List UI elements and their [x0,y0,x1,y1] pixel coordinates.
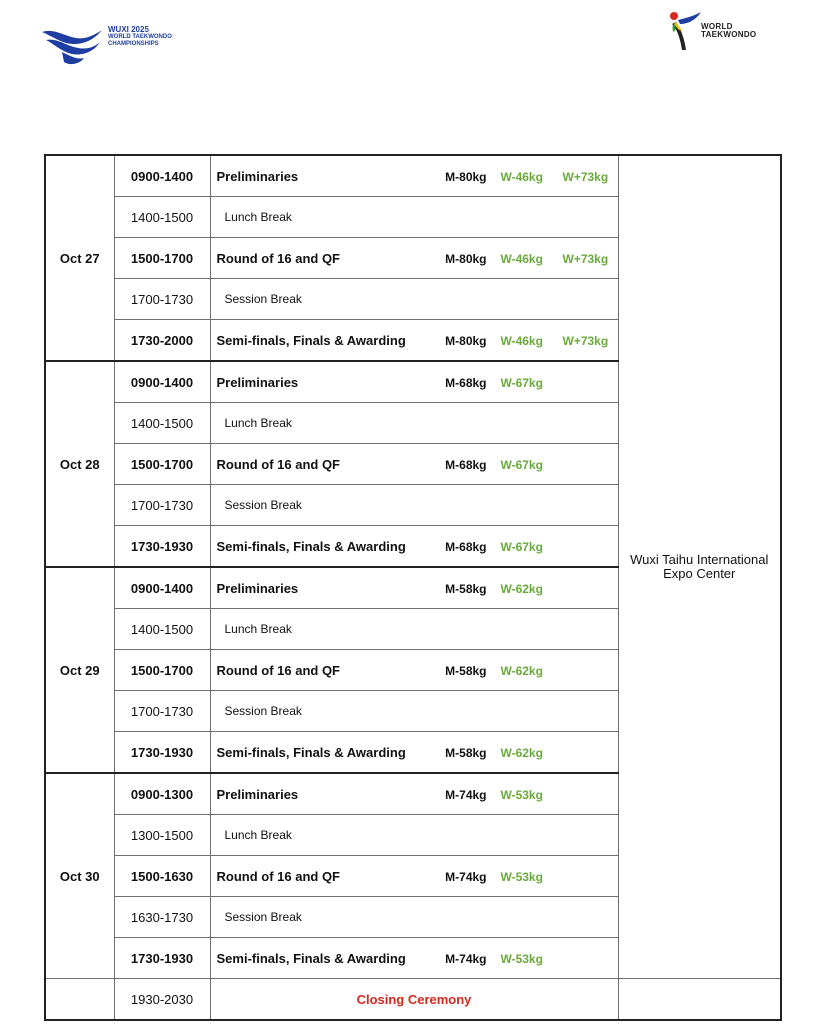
men-division: M-58kg [445,663,487,678]
session-time: 0900-1400 [114,155,210,197]
session-name: Preliminaries [216,374,299,390]
women-division: W-62kg [500,581,543,596]
session-name: Round of 16 and QF [216,456,340,472]
women-division: W-53kg [500,787,543,802]
women-division: W+73kg [562,251,609,266]
empty-venue-cell [618,979,781,1021]
closing-ceremony: Closing Ceremony [210,979,618,1021]
session-time: 1630-1730 [114,897,210,938]
session-name: Session Break [224,292,302,306]
session-cell [210,279,618,320]
event-logo-line3: CHAMPIONSHIPS [108,40,159,47]
session-time: 1500-1630 [114,856,210,897]
session-time: 1930-2030 [114,979,210,1021]
schedule-row [45,979,781,1021]
competition-schedule-table [44,154,782,1021]
day-date: Oct 29 [45,567,114,773]
session-name: Preliminaries [216,580,299,596]
men-division: M-74kg [445,951,487,966]
session-time: 1400-1500 [114,197,210,238]
wuxi-wave-icon [40,26,104,68]
session-cell [210,815,618,856]
session-time: 0900-1300 [114,773,210,815]
session-cell [210,691,618,732]
women-division: W-67kg [500,375,543,390]
session-cell [210,609,618,650]
day-date: Oct 28 [45,361,114,567]
session-time: 1730-1930 [114,526,210,568]
session-cell [210,567,618,609]
men-division: M-68kg [445,457,487,472]
women-division: W-53kg [500,951,543,966]
women-division: W-46kg [500,333,543,348]
session-time: 0900-1400 [114,567,210,609]
session-name: Round of 16 and QF [216,868,340,884]
women-division: W-46kg [500,169,543,184]
session-cell [210,155,618,197]
men-division: M-58kg [445,745,487,760]
federation-logo-line2: TAEKWONDO [701,30,757,40]
session-time: 1700-1730 [114,279,210,320]
session-cell [210,650,618,691]
session-cell [210,238,618,279]
session-name: Lunch Break [224,828,292,842]
men-division: M-58kg [445,581,487,596]
men-division: M-68kg [445,539,487,554]
session-time: 1730-2000 [114,320,210,362]
session-cell [210,320,618,362]
men-division: M-74kg [445,787,487,802]
session-name: Lunch Break [224,210,292,224]
men-division: M-80kg [445,251,487,266]
session-cell [210,361,618,403]
session-time: 0900-1400 [114,361,210,403]
session-time: 1400-1500 [114,609,210,650]
women-division: W-62kg [500,745,543,760]
session-name: Preliminaries [216,786,299,802]
session-name: Session Break [224,910,302,924]
women-division: W-67kg [500,539,543,554]
session-cell [210,444,618,485]
schedule-row [45,155,781,197]
session-cell [210,197,618,238]
day-date: Oct 30 [45,773,114,979]
women-division: W-67kg [500,457,543,472]
session-name: Preliminaries [216,168,299,184]
session-name: Session Break [224,498,302,512]
session-name: Semi-finals, Finals & Awarding [216,744,406,760]
session-time: 1730-1930 [114,732,210,774]
session-name: Lunch Break [224,622,292,636]
session-name: Lunch Break [224,416,292,430]
session-cell [210,403,618,444]
session-cell [210,773,618,815]
men-division: M-80kg [445,169,487,184]
session-time: 1730-1930 [114,938,210,979]
women-division: W+73kg [562,169,609,184]
women-division: W-62kg [500,663,543,678]
women-division: W+73kg [562,333,609,348]
session-cell [210,897,618,938]
federation-logo-line1: WORLD [701,22,733,31]
session-name: Round of 16 and QF [216,662,340,678]
session-time: 1400-1500 [114,403,210,444]
women-division: W-46kg [500,251,543,266]
session-cell [210,938,618,979]
world-taekwondo-logo [668,10,788,54]
men-division: M-68kg [445,375,487,390]
session-cell [210,526,618,568]
session-name: Semi-finals, Finals & Awarding [216,332,406,348]
session-name: Session Break [224,704,302,718]
session-time: 1300-1500 [114,815,210,856]
world-taekwondo-mark-icon [668,10,702,54]
session-cell [210,485,618,526]
women-division: W-53kg [500,869,543,884]
day-date: Oct 27 [45,155,114,361]
session-time: 1700-1730 [114,485,210,526]
event-logo-line1: WUXI 2025 [108,25,149,34]
men-division: M-80kg [445,333,487,348]
event-logo-line2: WORLD TAEKWONDO [108,34,172,41]
session-time: 1500-1700 [114,650,210,691]
session-cell [210,732,618,774]
session-name: Semi-finals, Finals & Awarding [216,538,406,554]
venue-name: Wuxi Taihu International Expo Center [618,155,781,979]
session-time: 1500-1700 [114,238,210,279]
session-cell [210,856,618,897]
session-time: 1500-1700 [114,444,210,485]
session-name: Round of 16 and QF [216,250,340,266]
wuxi-2025-logo [40,26,200,72]
men-division: M-74kg [445,869,487,884]
session-name: Semi-finals, Finals & Awarding [216,950,406,966]
empty-date-cell [45,979,114,1021]
session-time: 1700-1730 [114,691,210,732]
